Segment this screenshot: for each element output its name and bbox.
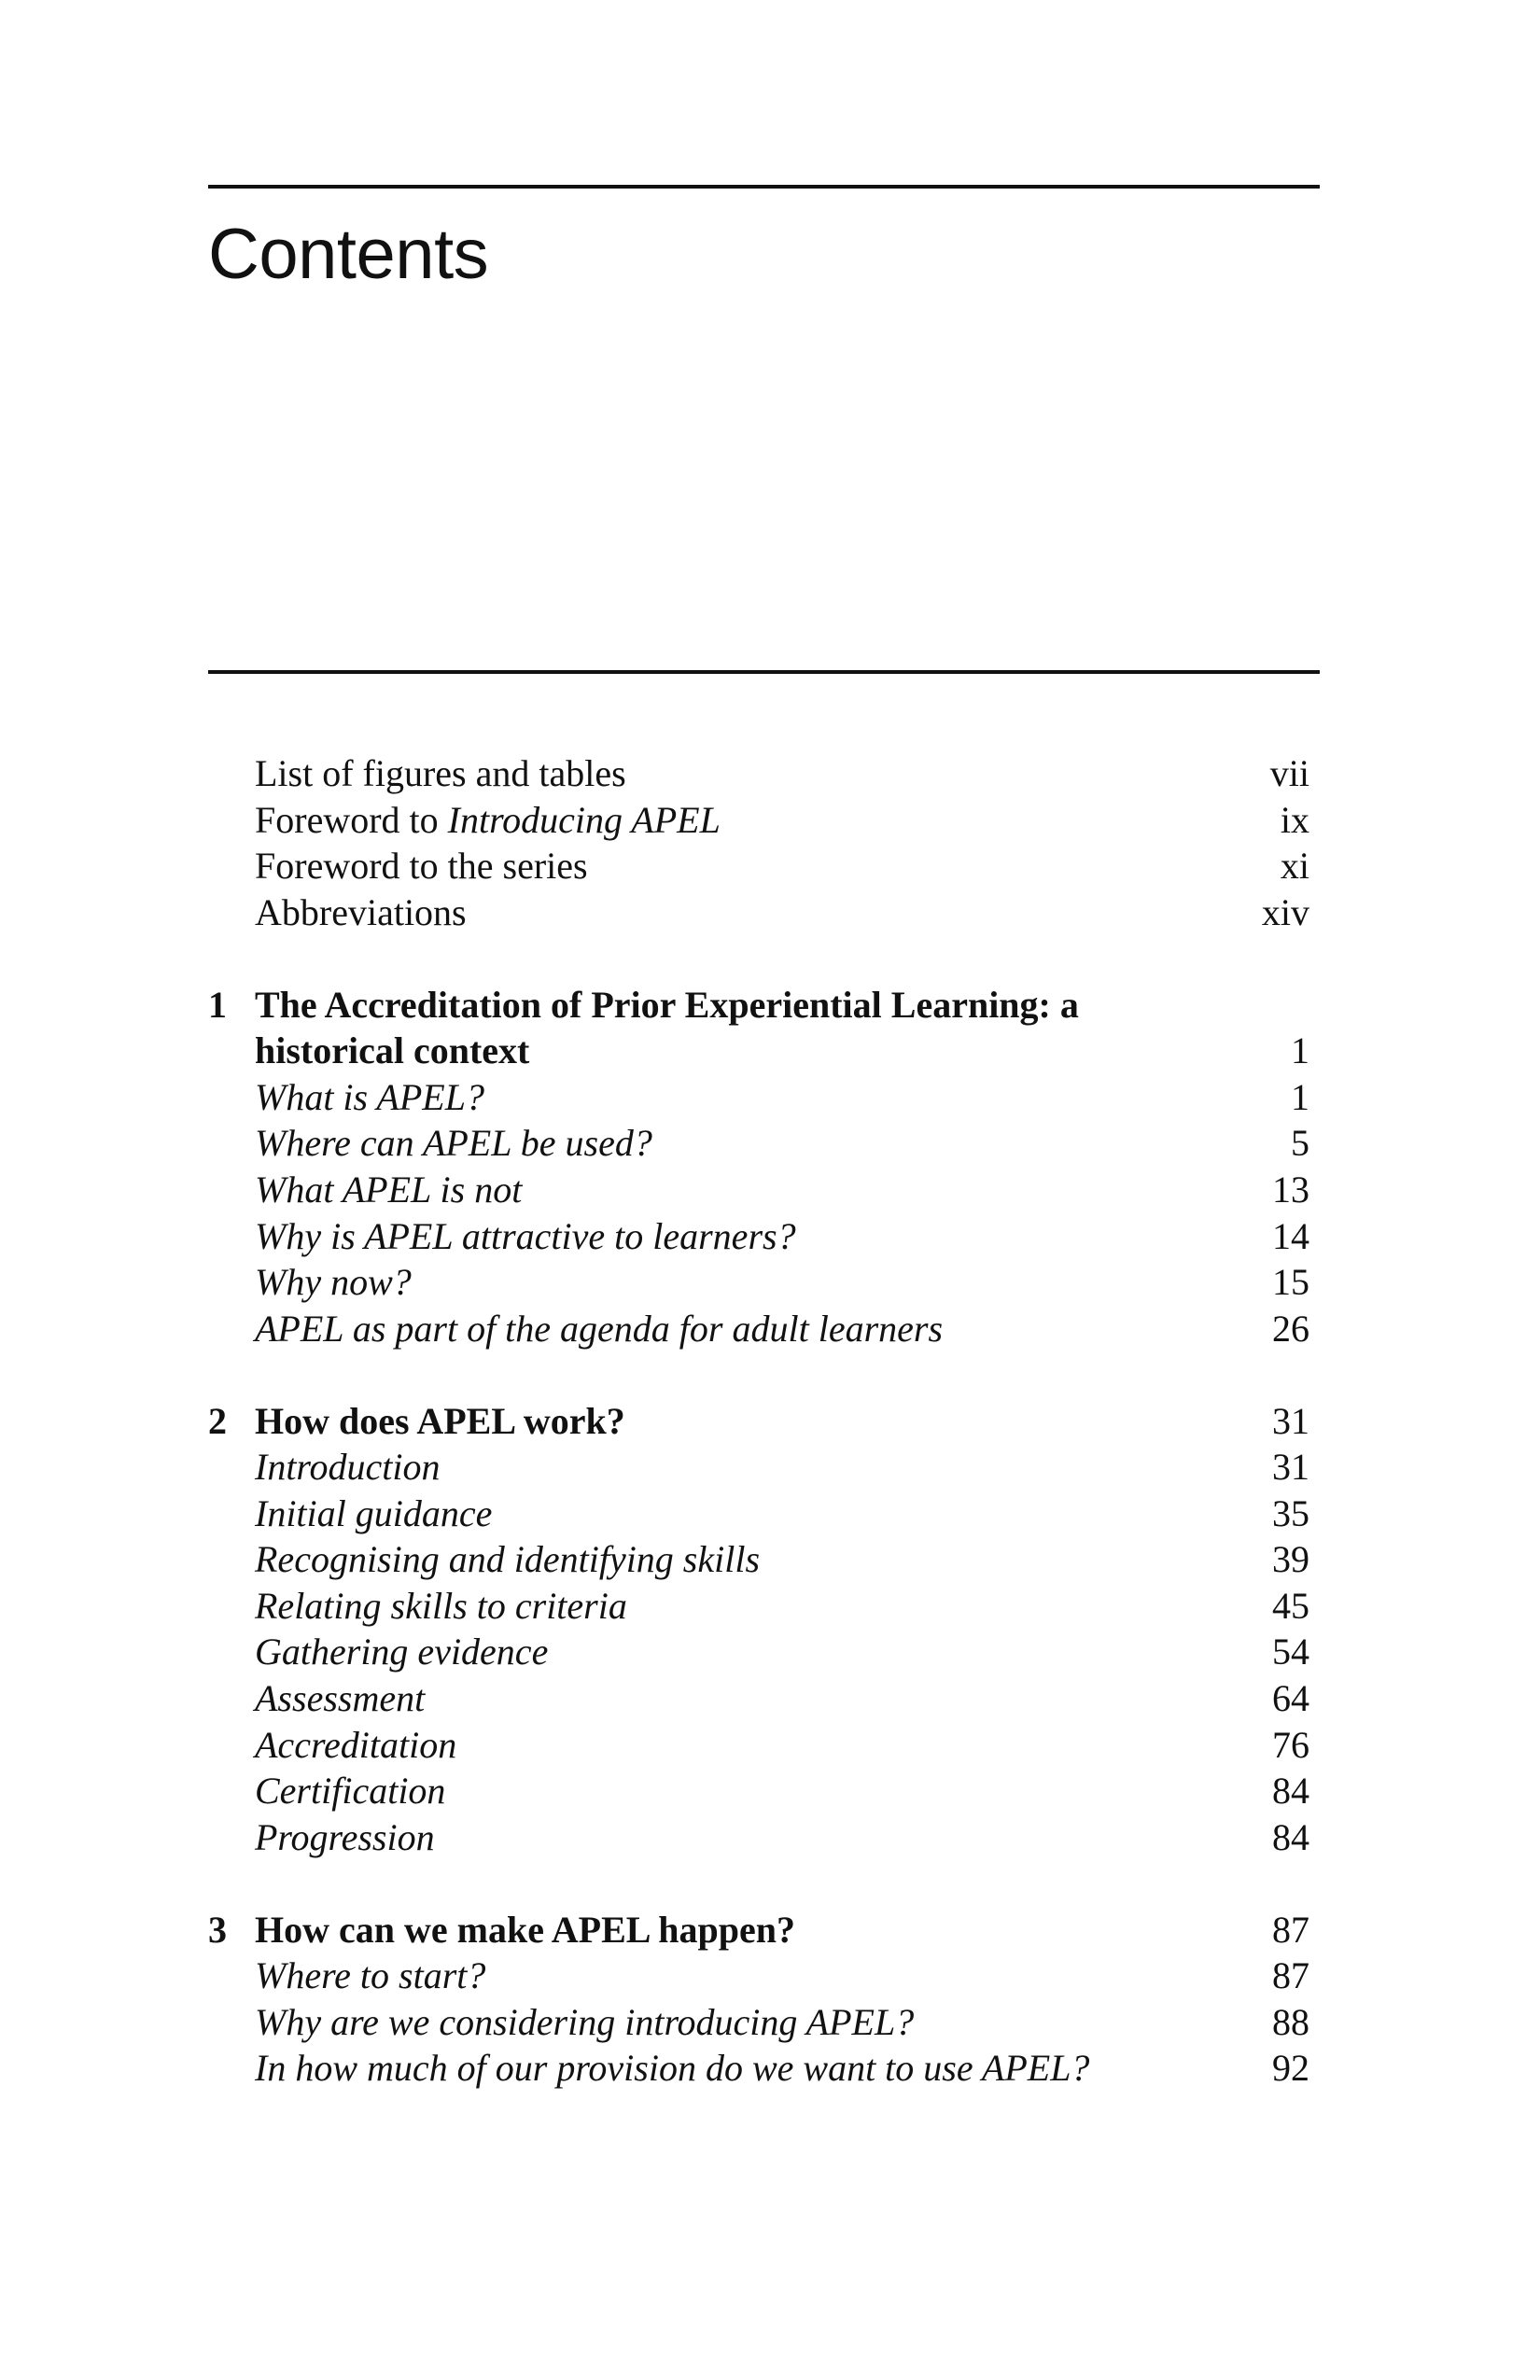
section-entry[interactable]: Why are we considering introducing APEL? 88 — [208, 1999, 1309, 2046]
toc-entry-abbreviations[interactable]: Abbreviations xiv — [208, 889, 1309, 936]
page-number: 54 — [1272, 1631, 1309, 1673]
page-number: 1 — [1291, 1029, 1309, 1072]
page-number: 15 — [1272, 1261, 1309, 1304]
section-rule — [208, 670, 1320, 674]
page-number: ix — [1280, 798, 1309, 841]
section-entry[interactable]: In how much of our provision do we want to use APEL? 92 — [208, 2045, 1309, 2092]
chapter-3-heading[interactable] — [208, 1907, 1309, 1953]
page-number: 87 — [1272, 1954, 1309, 1997]
section-entry[interactable]: APEL as part of the agenda for adult learners 26 — [208, 1306, 1309, 1352]
page-number: 45 — [1272, 1584, 1309, 1627]
section-entry[interactable]: Progression 84 — [208, 1814, 1309, 1861]
page-number: 14 — [1272, 1214, 1309, 1257]
section-entry[interactable]: Recognising and identifying skills 39 — [208, 1536, 1309, 1583]
section-entry[interactable]: Accreditation 76 — [208, 1722, 1309, 1769]
section-entry[interactable]: Where can APEL be used? 5 — [208, 1120, 1309, 1167]
top-rule — [208, 185, 1320, 189]
page-number: xiv — [1261, 890, 1309, 933]
chapter-number: 3 — [208, 1908, 227, 1951]
chapter-1-heading-cont[interactable] — [208, 1028, 1309, 1074]
chapter-number: 1 — [208, 983, 227, 1026]
page-number: 31 — [1272, 1446, 1309, 1489]
section-entry[interactable]: Introduction 31 — [208, 1444, 1309, 1491]
section-entry[interactable]: Assessment 64 — [208, 1675, 1309, 1722]
table-of-contents — [208, 750, 1309, 2092]
chapter-title: How does APEL work? — [255, 1399, 625, 1442]
page-number: 26 — [1272, 1307, 1309, 1350]
page-number: 31 — [1272, 1399, 1309, 1442]
page-number: 39 — [1272, 1538, 1309, 1581]
section-entry[interactable]: Where to start? 87 — [208, 1953, 1309, 1999]
toc-entry-foreword-series[interactable]: Foreword to the series xi — [208, 843, 1309, 889]
section-entry[interactable]: Why is APEL attractive to learners? 14 — [208, 1213, 1309, 1260]
section-entry[interactable]: What is APEL? 1 — [208, 1074, 1309, 1121]
chapter-number: 2 — [208, 1399, 227, 1442]
section-entry[interactable]: Certification 84 — [208, 1768, 1309, 1814]
chapter-title: How can we make APEL happen? — [255, 1908, 795, 1951]
toc-entry-foreword-introducing[interactable]: Foreword to Introducing APEL ix — [208, 797, 1309, 844]
chapter-title: The Accreditation of Prior Experiential Learning: a — [255, 983, 1079, 1026]
section-entry[interactable]: Gathering evidence 54 — [208, 1629, 1309, 1675]
page-number: 76 — [1272, 1723, 1309, 1766]
page-number: 92 — [1272, 2047, 1309, 2090]
page-number: 84 — [1272, 1815, 1309, 1858]
page-number: 87 — [1272, 1908, 1309, 1951]
page-number: vii — [1269, 752, 1309, 794]
page-title: Contents — [208, 215, 489, 294]
chapter-title: historical context — [255, 1029, 530, 1072]
section-entry[interactable]: What APEL is not 13 — [208, 1167, 1309, 1213]
section-entry[interactable]: Relating skills to criteria 45 — [208, 1583, 1309, 1630]
page-number: xi — [1280, 845, 1309, 888]
page-number: 5 — [1291, 1122, 1309, 1165]
chapter-1-heading[interactable] — [208, 982, 1309, 1029]
page-number: 88 — [1272, 2000, 1309, 2043]
chapter-2-heading[interactable] — [208, 1398, 1309, 1445]
page-number: 84 — [1272, 1770, 1309, 1813]
page-number: 13 — [1272, 1168, 1309, 1211]
section-entry[interactable]: Initial guidance 35 — [208, 1491, 1309, 1537]
page-number: 1 — [1291, 1075, 1309, 1118]
toc-entry-figures[interactable]: List of figures and tables vii — [208, 750, 1309, 797]
page-number: 35 — [1272, 1491, 1309, 1534]
page-number: 64 — [1272, 1677, 1309, 1720]
section-entry[interactable]: Why now? 15 — [208, 1259, 1309, 1306]
